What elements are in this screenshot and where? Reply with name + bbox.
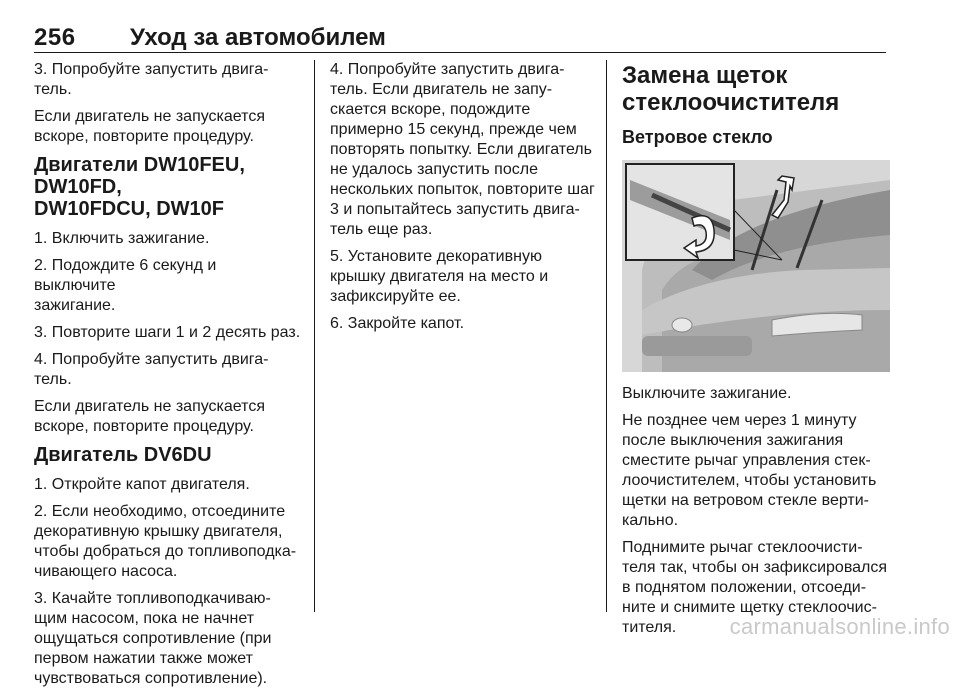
paragraph: 3. Качайте топливоподкачиваю‑ щим насосом, пока не начнет ощущаться сопротивление (при первом нажатии также может чувствоваться сопротивление). <box>34 590 272 687</box>
paragraph: 1. Откройте капот двигателя. <box>34 476 250 493</box>
paragraph: Если двигатель не запускается вскоре, повторите процедуру. <box>34 398 265 435</box>
paragraph: 2. Если необходимо, отсоедините декоративную крышку двигателя, чтобы добраться до топливоподка‑ чивающего насоса. <box>34 503 297 580</box>
column-left <box>34 60 302 696</box>
page-header <box>34 24 886 52</box>
page-number: 256 <box>34 24 76 51</box>
paragraph: 3. Повторите шаги 1 и 2 десять раз. <box>34 324 301 341</box>
watermark: carmanualsonline.info <box>729 614 950 639</box>
paragraph: Не позднее чем через 1 минуту после выключения зажигания сместите рычаг управления стек‑ лоочистителем, чтобы установить щетки на ветровом стекле верти‑ кально. <box>622 412 877 529</box>
column-divider <box>606 60 607 612</box>
page-title: Уход за автомобилем <box>130 24 386 51</box>
paragraph: 5. Установите декоративную крышку двигателя на место и зафиксируйте ее. <box>330 248 549 305</box>
section-heading-dw10: Двигатели DW10FEU, DW10FD, DW10FDCU, DW10F <box>34 154 245 220</box>
paragraph: 2. Подождите 6 секунд и выключите зажигание. <box>34 257 217 314</box>
wiper-replacement-illustration <box>622 160 890 372</box>
section-heading-dv6: Двигатель DV6DU <box>34 444 212 466</box>
paragraph: 1. Включить зажигание. <box>34 230 210 247</box>
paragraph: Если двигатель не запускается вскоре, повторите процедуру. <box>34 108 265 145</box>
column-middle <box>330 60 596 341</box>
paragraph: 6. Закройте капот. <box>330 315 465 332</box>
subsection-title-windshield: Ветровое стекло <box>622 127 773 147</box>
paragraph: Поднимите рычаг стеклоочисти‑ теля так, чтобы он зафиксировался в поднятом положении, отсоеди‑ ните и снимите щетку стеклоочис‑ тителя. <box>622 539 888 636</box>
paragraph: 4. Попробуйте запустить двига‑ тель. Если двигатель не запу‑ скается вскоре, подождите примерно 15 секунд, прежде чем повторять попытку. Если двигатель не удалось запустить после нескольких попыток, повторите шаг 3 и попытайтесь запустить двига‑ тель еще раз. <box>330 61 595 238</box>
column-divider <box>314 60 315 612</box>
paragraph: 3. Попробуйте запустить двига‑ тель. <box>34 61 269 98</box>
section-title-wiper: Замена щеток стеклоочистителя <box>622 62 840 116</box>
header-divider <box>34 52 886 53</box>
paragraph: Выключите зажигание. <box>622 385 792 402</box>
column-right <box>622 60 890 645</box>
paragraph: 4. Попробуйте запустить двига‑ тель. <box>34 351 269 388</box>
